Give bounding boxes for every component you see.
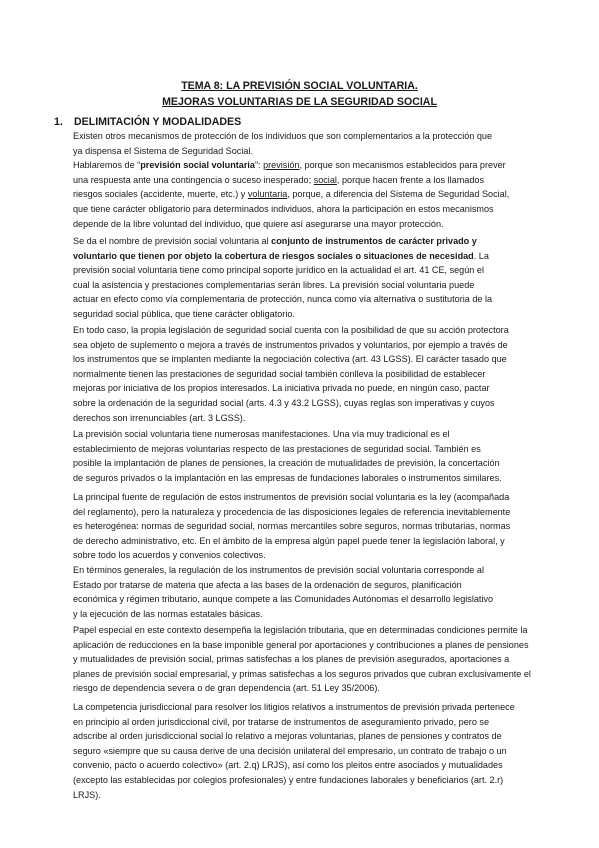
text-line: Hablaremos de “previsión social voluntaria”: previsión, porque son mecanismos establecidos para prever [73, 160, 506, 171]
text-line: previsión social voluntaria tiene como principal soporte jurídico en la actualidad el art. 41 CE, según el [73, 265, 484, 276]
paragraph-definition [73, 234, 553, 322]
text-line: de seguros privados o la implantación en las empresas de fundaciones laborales o instrumentos similares. [73, 472, 502, 483]
text-line: sobre la ordenación de la seguridad social (arts. 4.3 y 43.2 LGSS), cuyas reglas son imperativas y cuyos [73, 397, 495, 408]
text-line: una respuesta ante una contingencia o suceso inesperado; social, porque hacen frente a los llamados [73, 174, 485, 185]
text-line: LRJS). [73, 789, 101, 800]
text-line: de derecho administrativo, etc. En el ámbito de la empresa algún papel puede tener la legislación laboral, y [73, 535, 505, 546]
section-heading [54, 116, 241, 129]
text-line: riesgo de dependencia severa o de gran dependencia (art. 51 Ley 35/2006). [73, 683, 380, 694]
term-underlined: voluntaria [247, 189, 288, 200]
paragraph-jurisdiction [73, 700, 553, 802]
text-line: posible la implantación de planes de pensiones, la creación de mutualidades de previsión, la concertación [73, 458, 500, 469]
text-line: seguro «siempre que su causa derive de una decisión unilateral del empresario, un contrato de trabajo o un [73, 745, 507, 756]
term-bold: previsión social voluntaria [140, 160, 255, 171]
text-line: en principio al orden jurisdiccional civil, por tratarse de instrumentos de aseguramiento privado, pero se [73, 716, 490, 727]
text-line: En términos generales, la regulación de los instrumentos de previsión social voluntaria corresponde al [73, 564, 484, 575]
document-title: TEMA 8: LA PREVISIÓN SOCIAL VOLUNTARIA. [181, 80, 418, 92]
section-number: 1. [54, 116, 63, 128]
text-line: Se da el nombre de previsión social voluntaria al conjunto de instrumentos de carácter privado y [73, 236, 477, 246]
text-line: actuar en efecto como vía complementaria de protección, nunca como vía alternativa o sustitutoria de la [73, 294, 493, 305]
text-line: ya dispensa el Sistema de Seguridad Social. [73, 145, 253, 156]
text-line: Existen otros mecanismos de protección de los individuos que son complementarios a la protección que [73, 131, 493, 141]
text-line: y mutualidades de previsión social, primas satisfechas a los planes de previsión asegurados, aportaciones a [73, 654, 510, 665]
text-line: económica y régimen tributario, aunque compete a las Comunidades Autónomas el desarrollo legislativo [73, 594, 494, 605]
text-line: mejoras por iniciativa de los propios interesados. La iniciativa privada no puede, en ningún caso, pactar [73, 383, 490, 394]
text-line: En todo caso, la propia legislación de seguridad social cuenta con la posibilidad de que su acción protectora [73, 325, 509, 335]
text-line: normalmente tienen las prestaciones de seguridad social también conlleva la posibilidad de establecer [73, 368, 486, 379]
text-line: cual la asistencia y prestaciones complementarias serán libres. La previsión social voluntaria puede [73, 279, 475, 290]
term-bold: voluntario que tienen por objeto la cobertura de riesgos sociales o situaciones de necesidad [73, 250, 474, 261]
paragraph-intro [73, 129, 553, 231]
term-underlined: social [313, 174, 337, 185]
paragraph-tax [73, 623, 553, 696]
text-line: los instrumentos que se implanten mediante la negociación colectiva (art. 43 LGSS). El carácter tasado que [73, 354, 507, 365]
term-underlined: previsión [263, 160, 300, 171]
text-line: sea objeto de suplemento o mejora a través de instrumentos privados y voluntarios, por ejemplo a través de [73, 339, 508, 350]
paragraph-legislation [73, 323, 553, 425]
paragraph-manifestations [73, 427, 553, 485]
paragraph-regulation [73, 490, 553, 621]
section-title: DELIMITACIÓN Y MODALIDADES [74, 116, 242, 128]
text-line: que tiene carácter obligatorio para determinados individuos, ahora la participación en estos mecanismos [73, 203, 494, 214]
text-line: La previsión social voluntaria tiene numerosas manifestaciones. Una vía muy tradicional es el [73, 429, 450, 439]
text-line: La competencia jurisdiccional para resolver los litigios relativos a instrumentos de previsión privada pertenece [73, 702, 515, 712]
text-line: derechos son irrenunciables (art. 3 LGSS). [73, 412, 246, 423]
term-bold: conjunto de instrumentos de carácter privado y [271, 236, 477, 246]
text-line: depende de la libre voluntad del individuo, que quiere así asegurarse una mayor protección. [73, 218, 444, 229]
text-line: es heterogénea: normas de seguridad social, normas mercantiles sobre seguros, normas tributarias, normas [73, 521, 511, 532]
text-line: sobre todo los acuerdos y convenios colectivos. [73, 550, 266, 561]
text-line: seguridad social pública, que tiene carácter obligatorio. [73, 308, 295, 319]
text-line: (excepto las establecidas por colegios profesionales) y entre fundaciones laborales y beneficiarios (art. 2.r) [73, 774, 504, 785]
text-line: riesgos sociales (accidente, muerte, etc.) y voluntaria, porque, a diferencia del Sistema de Seguridad Social, [73, 189, 510, 200]
text-line: Papel especial en este contexto desempeña la legislación tributaria, que en determinadas condiciones permite la [73, 625, 528, 635]
text-line: adscribe al orden jurisdiccional social lo relativo a mejoras voluntarias, planes de pensiones y contratos de [73, 731, 502, 742]
text-line: Estado por tratarse de materia que afecta a las bases de la ordenación de seguros, planificación [73, 579, 462, 590]
document-subtitle: MEJORAS VOLUNTARIAS DE LA SEGURIDAD SOCIAL [162, 96, 437, 108]
text-line: voluntario que tienen por objeto la cobertura de riesgos sociales o situaciones de necesidad. La [73, 250, 489, 261]
text-line: aplicación de reducciones en la base imponible general por aportaciones y contribuciones a planes de pensiones [73, 639, 529, 650]
text-line: establecimiento de mejoras voluntarias respecto de las prestaciones de seguridad social. También es [73, 443, 481, 454]
text-line: convenio, pacto o acuerdo colectivo» (art. 2.q) LRJS), así como los pleitos entre asociados y mutualidades [73, 760, 503, 771]
text-line: planes de previsión social empresarial, y primas satisfechas a los seguros privados que cubran exclusivamente el [73, 668, 531, 679]
text-line: y la ejecución de las normas estatales básicas. [73, 608, 263, 619]
text-line: del reglamento), pero la naturaleza y procedencia de las disposiciones legales de referencia inevitablemente [73, 506, 511, 517]
text-line: La principal fuente de regulación de estos instrumentos de previsión social voluntaria es la ley (acompañada [73, 492, 510, 502]
